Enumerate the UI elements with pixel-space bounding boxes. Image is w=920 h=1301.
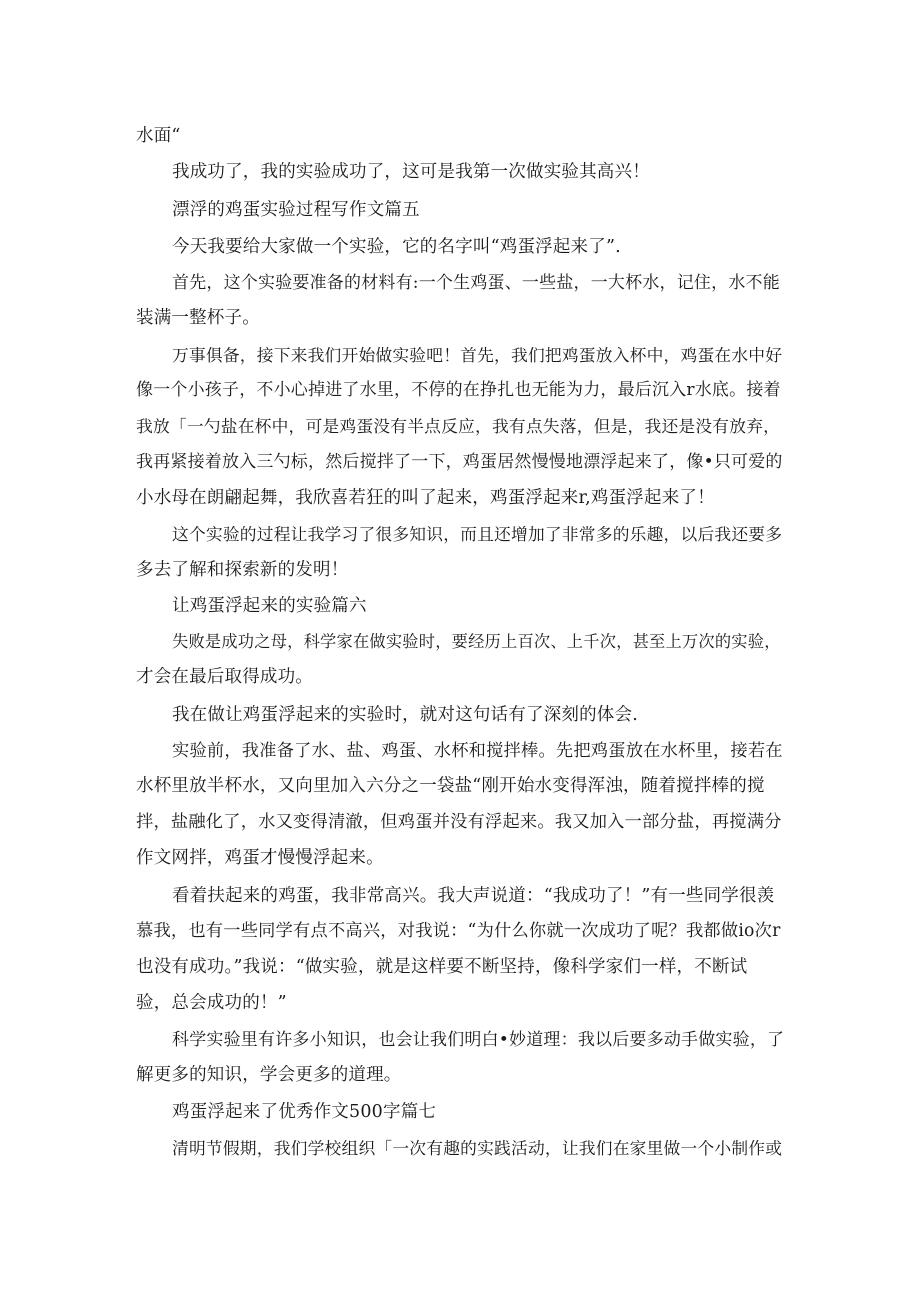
text-line: 装满一整杯子。 (136, 308, 260, 328)
text-line: 多去了解和探索新的发明！ (136, 560, 349, 580)
text-line: 我放「一勺盐在杯中，可是鸡蛋没有半点反应，我有点失落，但是，我还是没有放弃， (136, 416, 781, 436)
text-line: 水杯里放半杯水，又向里加入六分之一袋盐“刚开始水变得浑浊，随着搅拌棒的搅 (136, 776, 765, 796)
text-line: 首先，这个实验要准备的材料有:一个生鸡蛋、一些盐，一大杯水，记住，水不能 (172, 273, 780, 293)
text-line: 才会在最后取得成功。 (136, 667, 313, 687)
text-line: 清明节假期，我们学校组织「一次有趣的实践活动，让我们在家里做一个小制作或 (172, 1138, 783, 1158)
text-line: 水面“ (136, 126, 181, 146)
text-line: 这个实验的过程让我学习了很多知识，而且还增加了非常多的乐趣，以后我还要多 (172, 524, 783, 544)
text-line: 我在做让鸡蛋浮起来的实验时，就对这句话有了深刻的体会. (172, 705, 638, 725)
section-heading: 让鸡蛋浮起来的实验篇六 (172, 596, 367, 616)
text-line: 我再紧接着放入三勺标，然后搅拌了一下，鸡蛋居然慢慢地漂浮起来了，像•只可爱的 (136, 452, 783, 472)
text-line: 我成功了，我的实验成功了，这可是我第一次做实验其高兴！ (172, 162, 650, 182)
text-line: 失败是成功之母，科学家在做实验时，要经历上百次、上千次，甚至上万次的实验， (172, 632, 781, 651)
text-line: 验，总会成功的！” (136, 993, 287, 1013)
text-line: 拌，盐融化了，水又变得清澈，但鸡蛋并没有浮起来。我又加入一部分盐，再搅满分 (136, 812, 782, 832)
text-line: 看着扶起来的鸡蛋，我非常高兴。我大声说道：“我成功了！”有一些同学很羡 (172, 886, 775, 906)
text-line: 实验前，我准备了水、盐、鸡蛋、水杯和搅拌棒。先把鸡蛋放在水杯里，接若在 (172, 741, 783, 761)
text-line: 作文网拌，鸡蛋才慢慢浮起来。 (136, 848, 384, 868)
text-line: 小水母在朗翩起舞，我欣喜若狂的叫了起来，鸡蛋浮起来r,鸡蛋浮起来了！ (136, 488, 715, 508)
section-heading: 漂浮的鸡蛋实验过程写作文篇五 (172, 200, 420, 220)
text-line: 科学实验里有许多小知识，也会让我们明白•妙道理：我以后要多动手做实验，了 (172, 1030, 785, 1050)
text-line: 慕我，也有一些同学有点不高兴，对我说：“为什么你就一次成功了呢？我都做io次r (136, 921, 781, 941)
text-line: 也没有成功。”我说：“做实验，就是这样要不断坚持，像科学家们一样，不断试 (136, 957, 748, 977)
text-line: 万事俱备，接下来我们开始做实验吧！首先，我们把鸡蛋放入杯中，鸡蛋在水中好 (172, 345, 783, 365)
text-line: 今天我要给大家做一个实验，它的名字叫“鸡蛋浮起来了”. (172, 237, 621, 257)
section-heading: 鸡蛋浮起来了优秀作文500字篇七 (172, 1102, 437, 1122)
text-line: 像一个小孩子，不小心掉进了水里，不停的在挣扎也无能为力，最后沉入r水底。接着 (136, 380, 781, 400)
text-line: 解更多的知识，学会更多的道理。 (136, 1065, 402, 1085)
